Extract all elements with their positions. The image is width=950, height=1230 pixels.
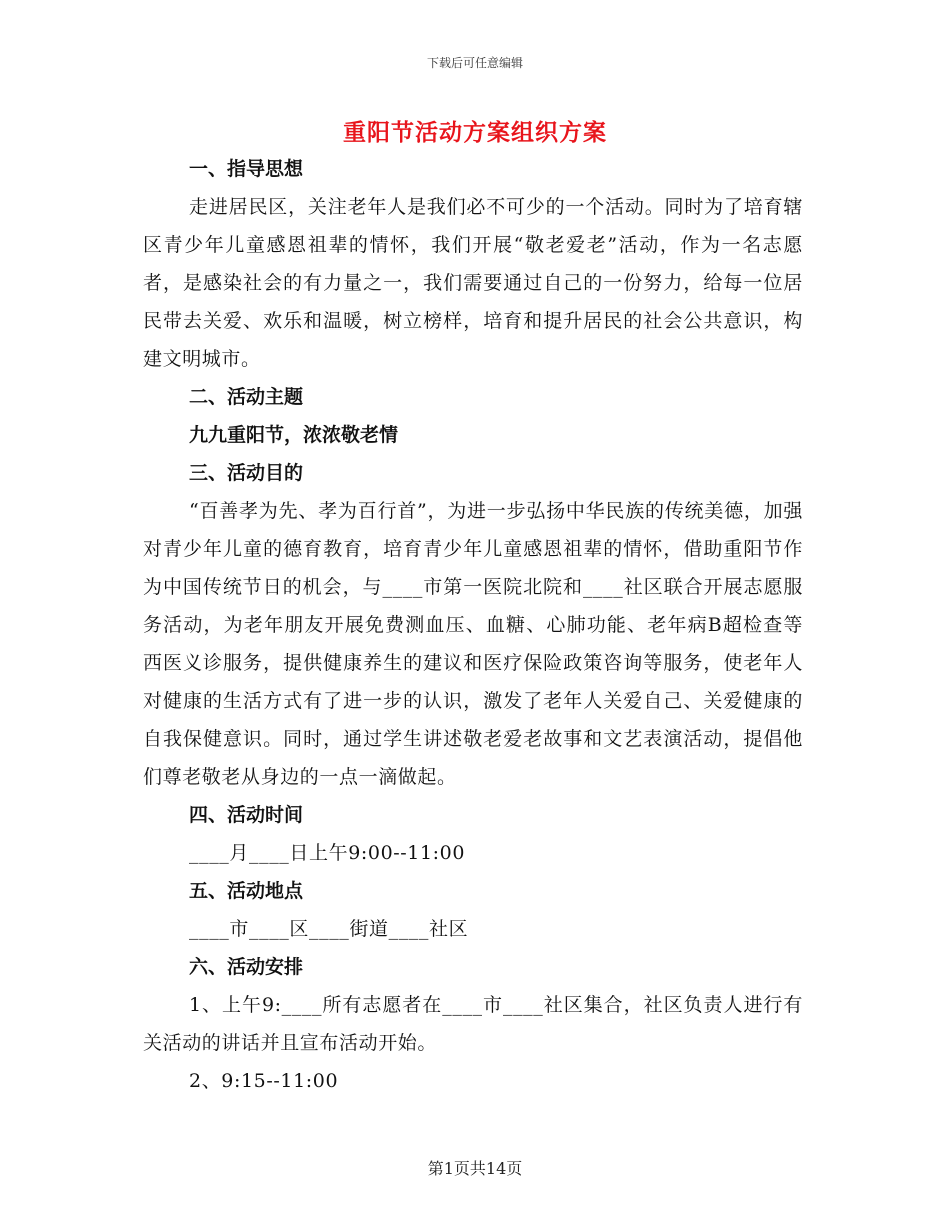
section-text-time: ____月____日上午9:00--11:00	[189, 842, 466, 864]
schedule-item-1: 1、上午9:____所有志愿者在____市____社区集合，社区负责人进行有关活动的讲话并且宣布活动开始。	[143, 994, 803, 1054]
section-heading-purpose: 三、活动目的	[189, 462, 304, 484]
section-text-theme: 九九重阳节，浓浓敬老情	[189, 424, 399, 446]
section-text-purpose: “百善孝为先、孝为百行首”，为进一步弘扬中华民族的传统美德，加强对青少年儿童的德育教育，培育青少年儿童感恩祖辈的情怀，借助重阳节作为中国传统节日的机会，与____市第一医院北院和____社区联合开展志愿服务活动，为老年朋友开展免费测血压、血糖、心肺功能、老年病B超检查等西医义诊服务，提供健康养生的建议和医疗保险政策咨询等服务，使老年人对健康的生活方式有了进一步的认识，激发了老年人关爱自己、关爱健康的自我保健意识。同时，通过学生讲述敬老爱老故事和文艺表演活动，提倡他们尊老敬老从身边的一点一滴做起。	[143, 500, 803, 788]
section-heading-time: 四、活动时间	[189, 804, 304, 826]
page-footer: 第1页共14页	[427, 1159, 523, 1178]
document-body	[143, 150, 803, 1100]
section-heading-guiding-idea: 一、指导思想	[189, 158, 304, 180]
document-title: 重阳节活动方案组织方案	[343, 119, 607, 146]
section-heading-theme: 二、活动主题	[189, 386, 304, 408]
section-heading-schedule: 六、活动安排	[189, 956, 304, 978]
section-text-guiding-idea: 走进居民区，关注老年人是我们必不可少的一个活动。同时为了培育辖区青少年儿童感恩祖辈的情怀，我们开展“敬老爱老”活动，作为一名志愿者，是感染社会的有力量之一，我们需要通过自己的一份努力，给每一位居民带去关爱、欢乐和温暖，树立榜样，培育和提升居民的社会公共意识，构建文明城市。	[143, 196, 803, 370]
section-text-location: ____市____区____街道____社区	[189, 918, 469, 940]
section-heading-location: 五、活动地点	[189, 880, 304, 902]
header-note: 下载后可任意编辑	[426, 56, 523, 70]
schedule-item-2: 2、9:15--11:00	[189, 1070, 339, 1092]
